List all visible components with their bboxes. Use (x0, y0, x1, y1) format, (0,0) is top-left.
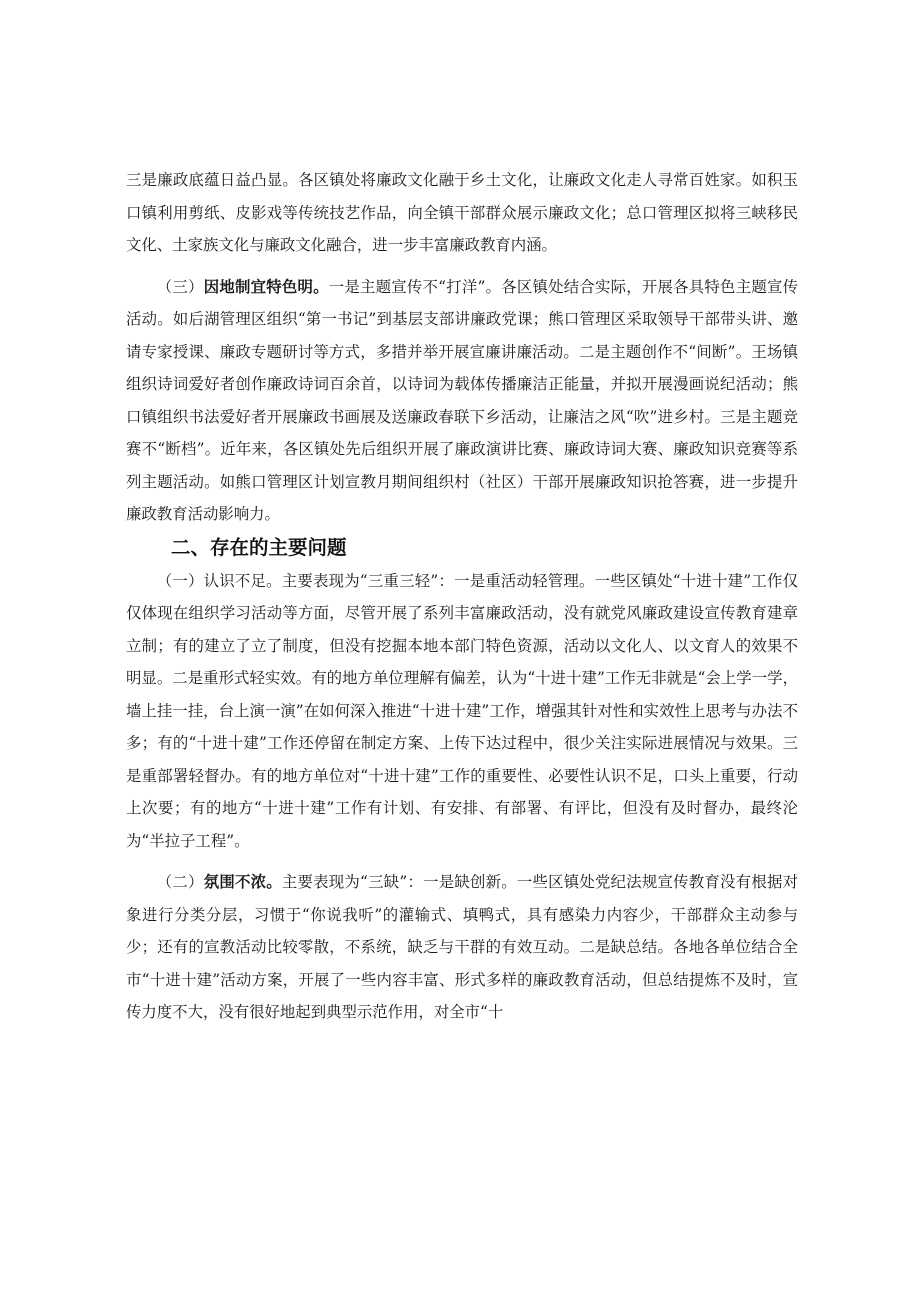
document-page (126, 164, 798, 1029)
section-heading: 二、存在的主要问题 (171, 535, 347, 559)
paragraph-local-features (126, 271, 798, 531)
paragraph-text: （一）认识不足。主要表现为“三重三轻”：一是重活动轻管理。一些区镇处“十进十建”工作仅仅体现在组织学习活动等方面，尽管开展了系列丰富廉政活动，没有就党风廉政建设宣传教育建章立制；有的建立了立了制度，但没有挖掘本地本部门特色资源，活动以文化人、以文育人的效果不明显。二是重形式轻实效。有的地方单位理解有偏差，认为“十进十建”工作无非就是“会上学一学，墙上挂一挂，台上演一演”在如何深入推进“十进十建”工作，增强其针对性和实效性上思考与办法不多；有的“十进十建”工作还停留在制定方案、上传下达过程中，很少关注实际进展情况与效果。三是重部署轻督办。有的地方单位对“十进十建”工作的重要性、必要性认识不足，口头上重要，行动上次要；有的地方“十进十建”工作有计划、有安排、有部署、有评比，但没有及时督办，最终沦为“半拉子工程”。 (126, 571, 798, 850)
paragraph-integrity-culture (126, 164, 798, 262)
paragraph-body: 主要表现为“三缺”：一是缺创新。一些区镇处党纪法规宣传教育没有根据对象进行分类分层，习惯于“你说我听”的灌输式、填鸭式，具有感染力内容少，干部群众主动参与少；还有的宣教活动比较零散，不系统，缺乏与干群的有效互动。二是缺总结。各地各单位结合全市“十进十建”活动方案，开展了一些内容丰富、形式多样的廉政教育活动，但总结提炼不及时，宣传力度不大，没有很好地起到典型示范作用，对全市“十 (126, 873, 798, 1021)
paragraph-body: 一是主题宣传不“打洋”。各区镇处结合实际，开展各具特色主题宣传活动。如后湖管理区组织“第一书记”到基层支部讲廉政党课；熊口管理区采取领导干部带头讲、邀请专家授课、廉政专题研讨等方式，多措并举开展宣廉讲廉活动。二是主题创作不“间断”。王场镇组织诗词爱好者创作廉政诗词百余首，以诗词为载体传播廉洁正能量，并拟开展漫画说纪活动；熊口镇组织书法爱好者开展廉政书画展及送廉政春联下乡活动，让廉洁之风“吹”进乡村。三是主题竞赛不“断档”。近年来，各区镇处先后组织开展了廉政演讲比赛、廉政诗词大赛、廉政知识竞赛等系列主题活动。如熊口管理区计划宣教月期间组织村（社区）干部开展廉政知识抢答赛，进一步提升廉政教育活动影响力。 (126, 277, 798, 523)
paragraph-weak-atmosphere (126, 866, 798, 1029)
paragraph-text: 三是廉政底蕴日益凸显。各区镇处将廉政文化融于乡土文化，让廉政文化走人寻常百姓家。如积玉口镇利用剪纸、皮影戏等传统技艺作品，向全镇干部群众展示廉政文化；总口管理区拟将三峡移民文化、土家族文化与廉政文化融合，进一步丰富廉政教育内涵。 (126, 171, 798, 254)
paragraph-lead: 因地制宜特色明。 (203, 277, 329, 296)
paragraph-prefix: （二） (156, 873, 204, 891)
paragraph-insufficient-awareness (126, 565, 798, 858)
paragraph-prefix: （三） (156, 277, 204, 296)
paragraph-lead: 氛围不浓。 (203, 873, 282, 891)
